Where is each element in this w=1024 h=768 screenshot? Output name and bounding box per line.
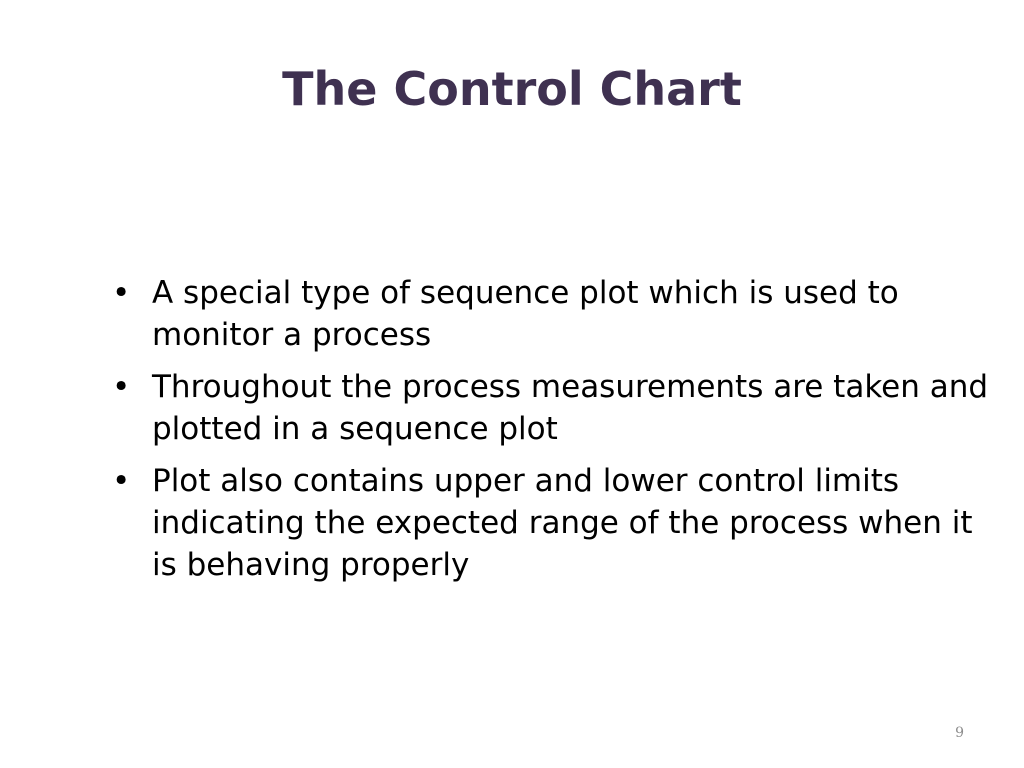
bullet-text: Plot also contains upper and lower control limits indicating the expected range of the process when it is behaving properly — [152, 463, 973, 583]
bullet-item — [112, 460, 992, 586]
bullet-point-icon: • — [112, 463, 131, 499]
bullet-list — [112, 272, 992, 596]
bullet-point-icon: • — [112, 369, 131, 405]
bullet-text: Throughout the process measurements are taken and plotted in a sequence plot — [152, 369, 989, 447]
bullet-item — [112, 366, 992, 450]
page-number: 9 — [955, 725, 964, 741]
bullet-point-icon: • — [112, 275, 131, 311]
bullet-text: A special type of sequence plot which is used to monitor a process — [152, 275, 899, 353]
slide-title: The Control Chart — [282, 62, 742, 116]
bullet-item — [112, 272, 992, 356]
